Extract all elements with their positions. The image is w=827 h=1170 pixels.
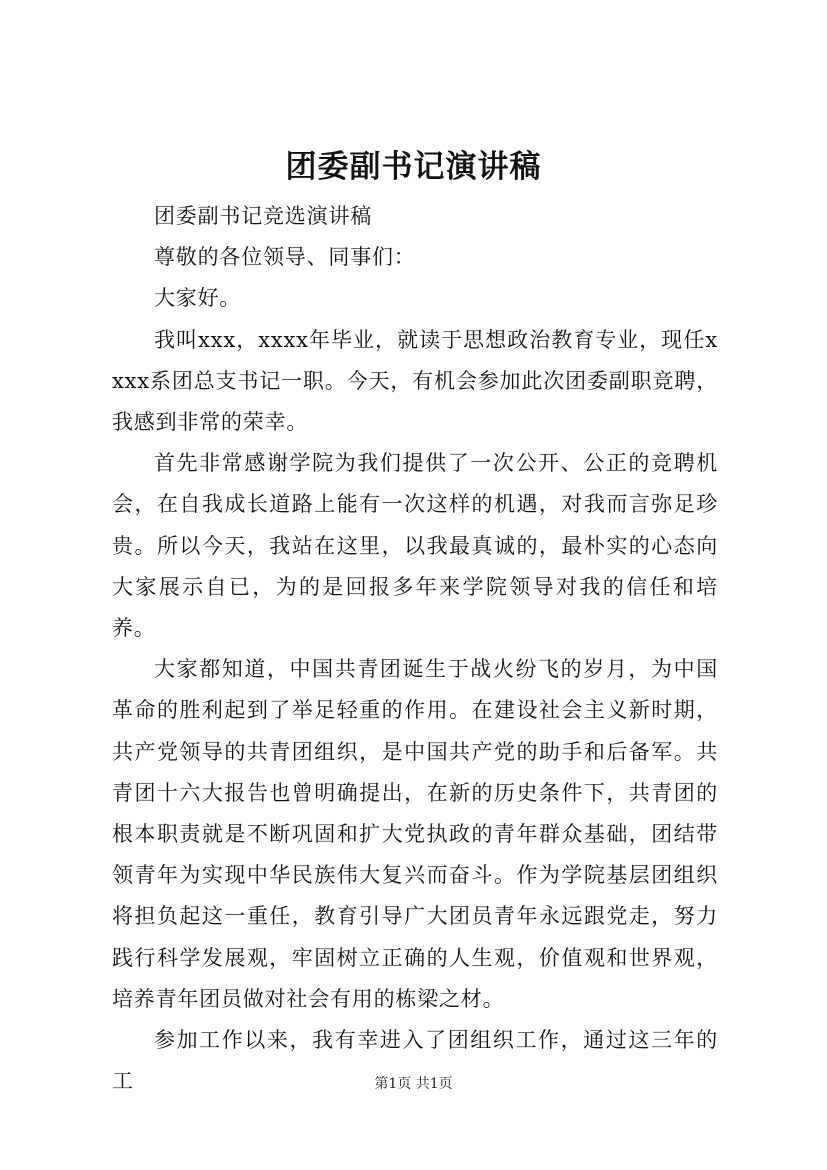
paragraph-gratitude: 首先非常感谢学院为我们提供了一次公开、公正的竞聘机会，在自我成长道路上能有一次这样的机遇，对我而言弥足珍贵。所以今天，我站在这里，以我最真诚的，最朴实的心态向大家展示自已，为的是回报多年来学院领导对我的信任和培养。 <box>112 451 718 641</box>
paragraph-greeting: 大家好。 <box>154 286 242 311</box>
paragraph-youth-league: 大家都知道，中国共青团诞生于战火纷飞的岁月，为中国革命的胜利起到了举足轻重的作用。在建设社会主义新时期，共产党领导的共青团组织，是中国共产党的助手和后备军。共青团十六大报告也曾明确提出，在新的历史条件下，共青团的根本职责就是不断巩固和扩大党执政的青年群众基础，团结带领青年为实现中华民族伟大复兴而奋斗。作为学院基层团组织将担负起这一重任，教育引导广大团员青年永远跟党走，努力践行科学发展观，牢固树立正确的人生观，价值观和世界观，培养青年团员做对社会有用的栋梁之材。 <box>112 657 718 1011</box>
paragraph-self-introduction: 我叫xxx，xxxx年毕业，就读于思想政治教育专业，现任xxxx系团总支书记一职。今天，有机会参加此次团委副职竞聘，我感到非常的荣幸。 <box>112 327 718 435</box>
paragraph-work-experience: 参加工作以来，我有幸进入了团组织工作，通过这三年的工 <box>112 1028 718 1094</box>
document-body <box>112 196 718 1102</box>
page-footer: 第1页 共1页 <box>374 1076 453 1092</box>
paragraph-salutation: 尊敬的各位领导、同事们： <box>154 245 416 270</box>
paragraph-subtitle: 团委副书记竞选演讲稿 <box>154 204 372 228</box>
document-title: 团委副书记演讲稿 <box>285 149 542 185</box>
